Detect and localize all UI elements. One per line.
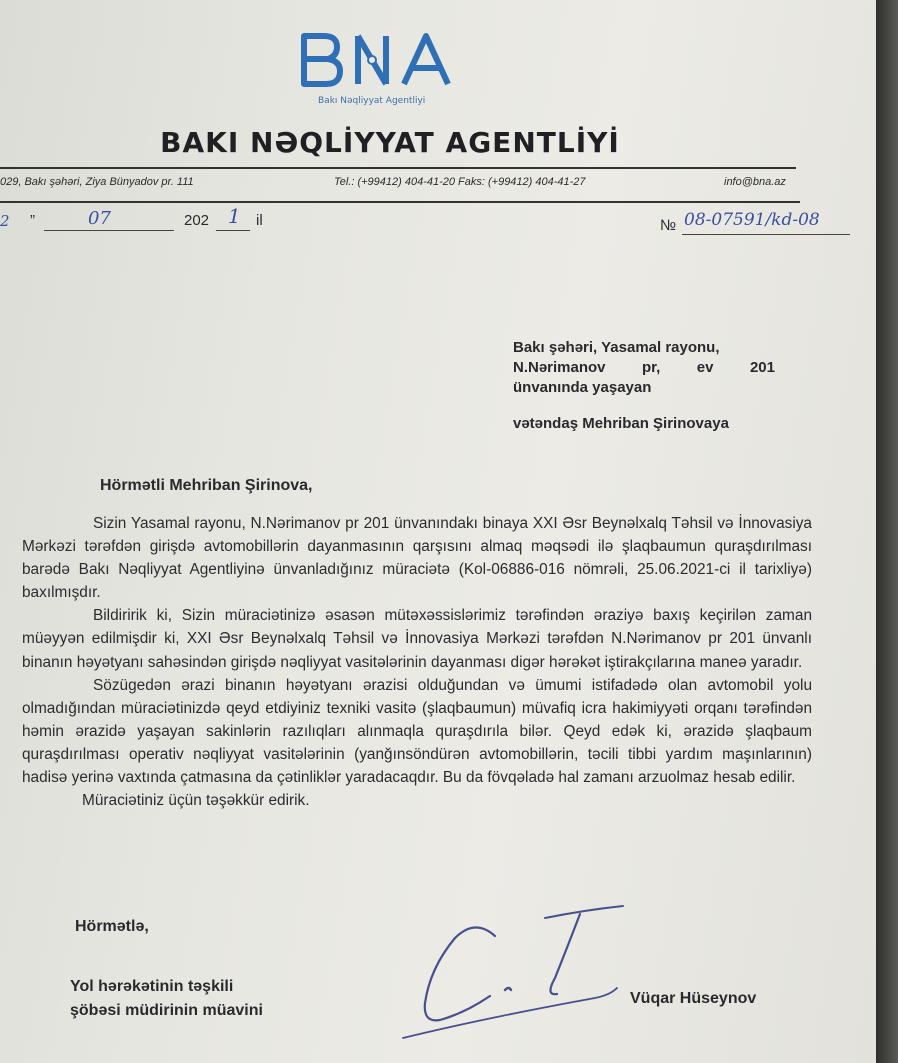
thanks-line: Müraciətiniz üçün təşəkkür edirik.: [82, 792, 310, 810]
letter-greeting: Hörmətli Mehriban Şirinova,: [100, 477, 313, 494]
signer-position: [70, 975, 263, 1023]
signer-position-line-2: şöbəsi müdirinin müavini: [70, 1002, 263, 1019]
background-edge: [876, 0, 898, 1063]
date-day: 2: [0, 212, 10, 230]
logo-subtitle: Bakı Nəqliyyat Agentliyi: [318, 96, 426, 106]
handwritten-signature: [395, 898, 635, 1048]
recipient-block: [513, 338, 775, 398]
header-divider-bottom: [0, 201, 800, 203]
doc-number-underline: [682, 234, 850, 235]
recipient-line-3: ünvanında yaşayan: [513, 379, 652, 396]
recipient-line-2: N.Nərimanov pr, ev 201: [513, 359, 775, 376]
agency-logo: [300, 28, 480, 110]
doc-number-value: 08-07591/kd-08: [684, 210, 820, 230]
date-year-underline: [216, 230, 250, 231]
header-divider-top: [0, 167, 796, 169]
letter-body: [22, 512, 812, 812]
recipient-line-1: Bakı şəhəri, Yasamal rayonu,: [513, 339, 720, 356]
body-paragraph: Sizin Yasamal rayonu, N.Nərimanov pr 201 ünvanındakı binaya XXI Əsr Beynəlxalq Təhsil və İnnovasiya Mərkəzi tərəfdən girişdə avtomobillərin dayanmasının qarşısını almaq məqsədi ilə şlaqbaumun quraşdırılması barədə Bakı Nəqliyyat Agentliyinə ünvanladığınız müraciətə (Kol-06886-016 nömrəli, 25.06.2021-ci il tarixliyə) baxılmışdır.: [22, 515, 812, 602]
signer-position-line-1: Yol hərəkətinin təşkili: [70, 978, 234, 995]
agency-address: 029, Bakı şəhəri, Ziya Bünyadov pr. 111: [0, 176, 194, 188]
agency-email: info@bna.az: [724, 176, 786, 188]
doc-number-label: №: [660, 217, 677, 234]
date-year-digit: 1: [228, 204, 241, 228]
bna-logo-mark: [300, 28, 480, 94]
date-suffix: il: [256, 212, 263, 229]
date-year-prefix: 202: [184, 212, 210, 229]
body-paragraph: Bildiririk ki, Sizin müraciətinizə əsasən mütəxəssislərimiz tərəfindən əraziyə baxış keçirilən zaman müəyyən edilmişdir ki, XXI Əsr Beynəlxalq Təhsil və İnnovasiya Mərkəzi tərəfdən N.Nərimanov pr 201 ünvanlı binanın həyətyanı sahəsindən girişdə nəqliyyat vasitələrinin dayanması digər hərəkət iştirakçılarına maneə yaradır.: [22, 607, 812, 671]
recipient-line-4: vətəndaş Mehriban Şirinovaya: [513, 415, 729, 432]
date-month-underline: [44, 230, 174, 231]
agency-phones: Tel.: (+99412) 404-41-20 Faks: (+99412) 404-41-27: [334, 176, 586, 188]
date-month: 07: [88, 208, 111, 229]
date-quote: ”: [30, 212, 35, 229]
signer-name: Vüqar Hüseynov: [630, 990, 757, 1007]
body-paragraph: Sözügedən ərazi binanın həyətyanı ərazisi olduğundan və ümumi istifadədə olan avtomobil yolu olmadığından müraciətinizdə qeyd etdiyiniz texniki vasitə (şlaqbaumun) müvafiq icra hakimiyyəti orqanı tərəfindən həmin ərazidə yaşayan sakinlərin razılıqları alınmaqla quraşdırıla bilər. Qeyd edək ki, ərazidə şlaqbaum quraşdırılması operativ nəqliyyat vasitələrinin (yanğınsöndürən avtomobillərin, təcili tibbi yardım maşınlarının) hadisə yerinə vaxtında çatmasına da çətinliklər yaradacaqdır. Bu da fövqəladə hal zamanı arzuolmaz hesab edilir.: [22, 676, 812, 787]
letter-closing: Hörmətlə,: [75, 918, 149, 935]
agency-title: BAKI NƏQLİYYAT AGENTLİYİ: [160, 126, 620, 159]
